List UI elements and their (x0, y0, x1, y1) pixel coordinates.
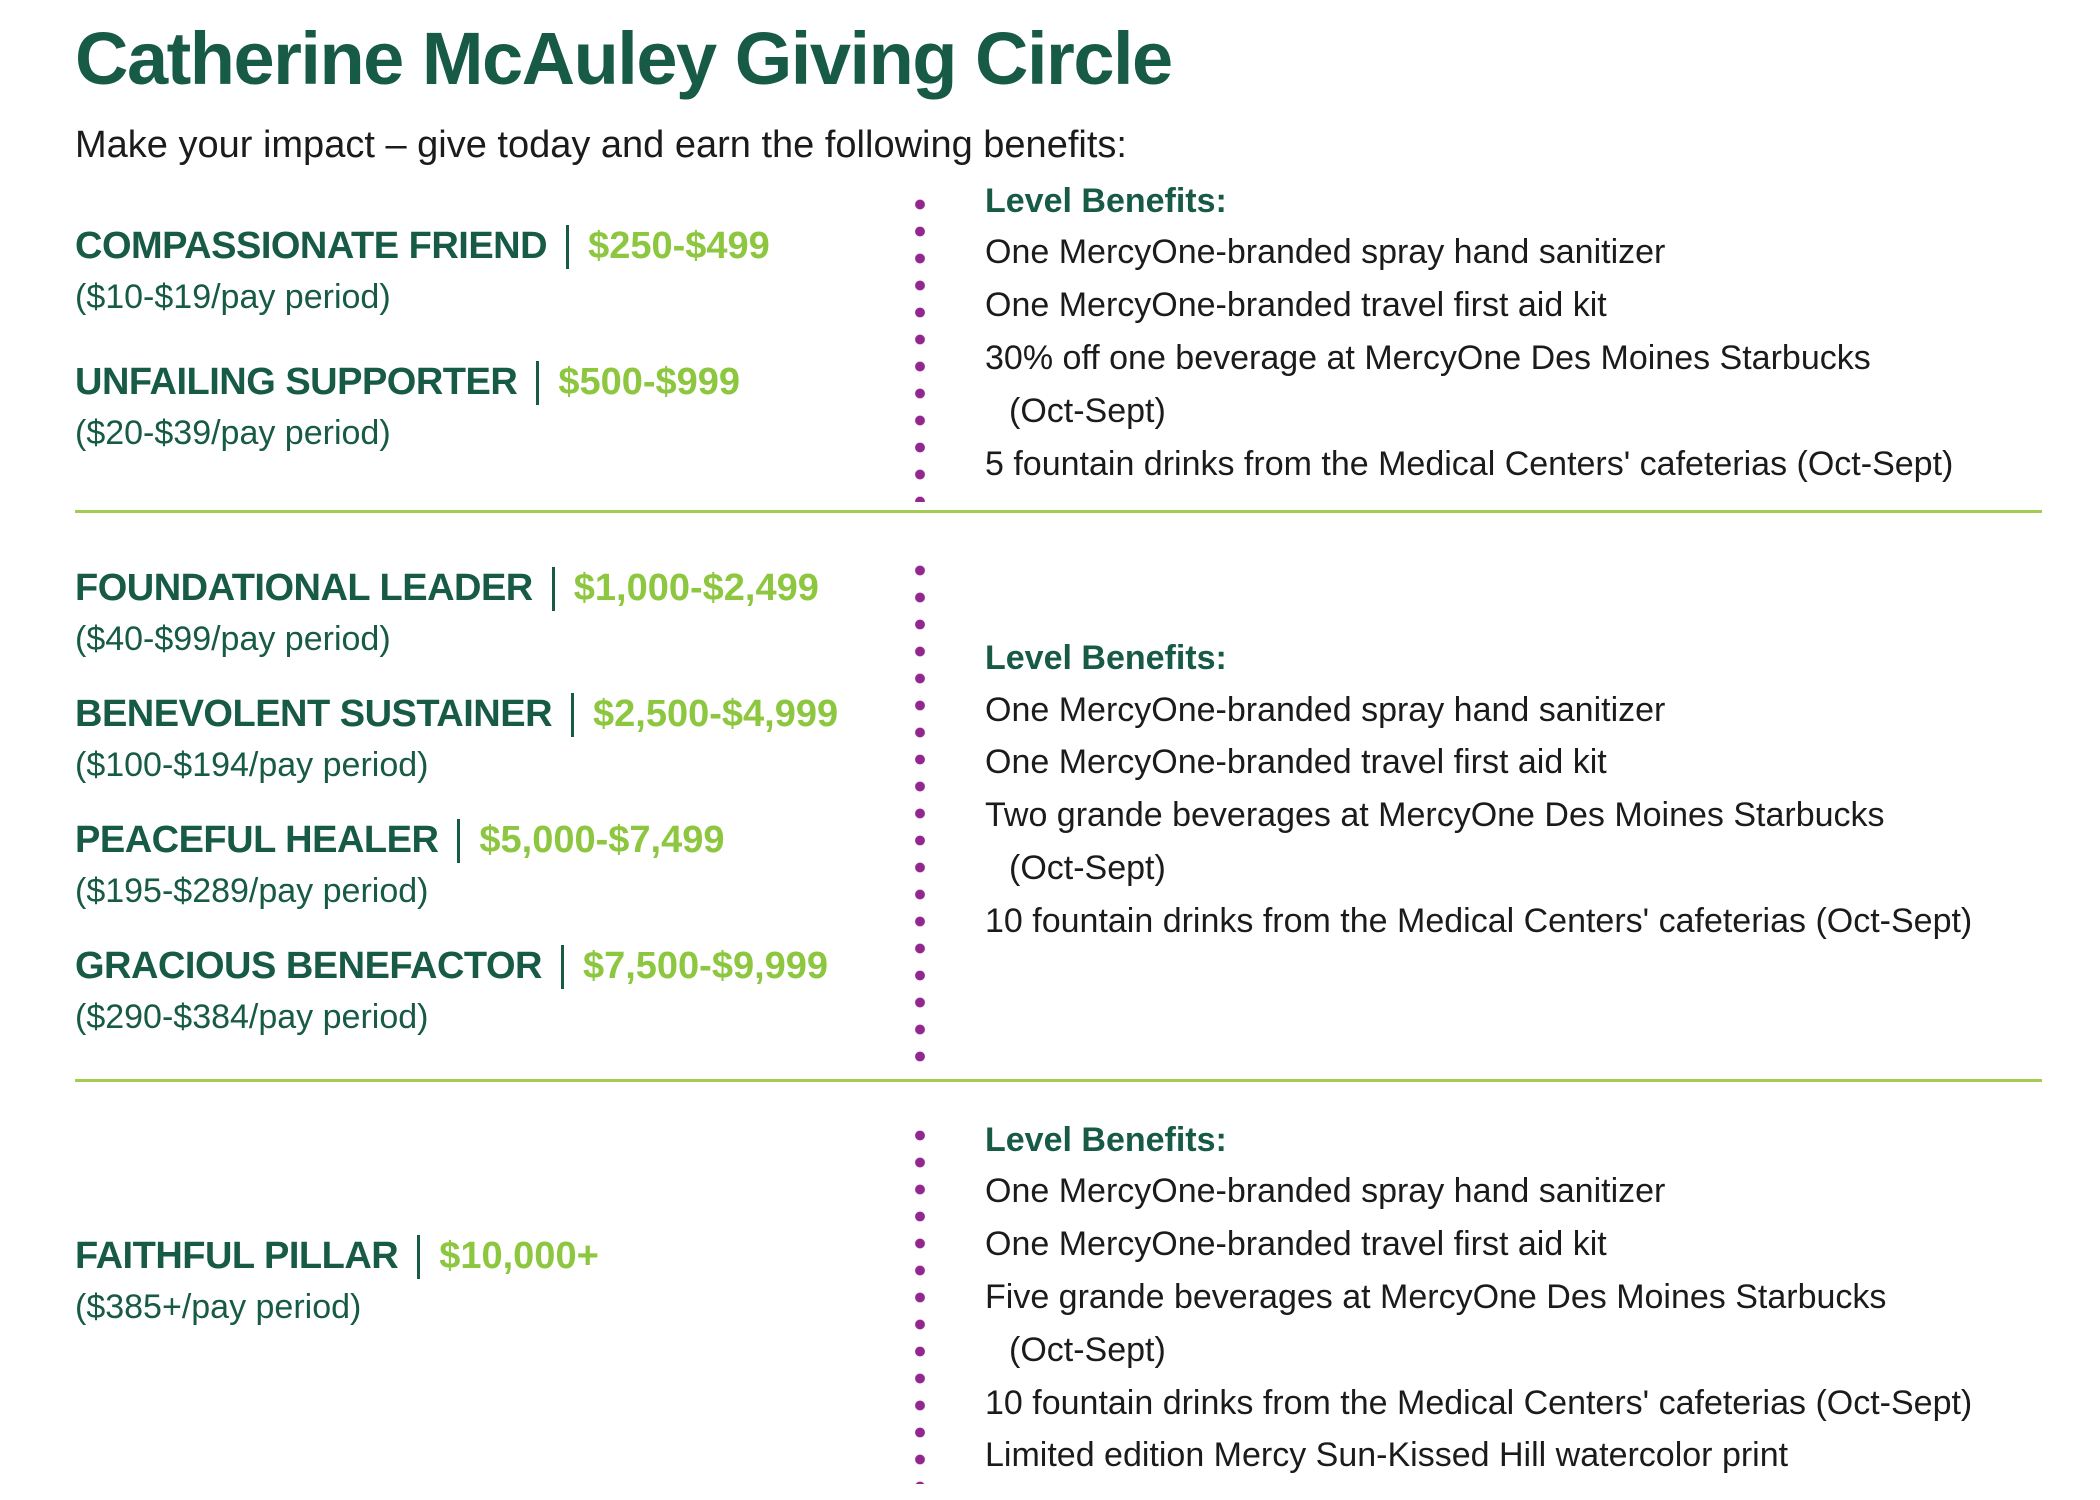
benefit-item-continuation: (Oct-Sept) (1009, 1330, 1166, 1369)
level-amount-range: $250-$499 (588, 224, 770, 267)
level-name: COMPASSIONATE FRIEND (75, 224, 548, 267)
benefit-item: 10 fountain drinks from the Medical Centers' cafeterias (Oct-Sept) (985, 1383, 1973, 1422)
pipe-divider-icon (417, 1235, 420, 1279)
pipe-divider-icon (536, 361, 539, 405)
level-title-row (75, 567, 920, 611)
benefit-item: One MercyOne-branded travel first aid kit (985, 1225, 1607, 1264)
level-amount-range: $10,000+ (439, 1234, 599, 1277)
benefit-item: 30% off one beverage at MercyOne Des Moines Starbucks (985, 339, 1871, 378)
benefits-list (920, 1082, 2100, 1490)
level-pay-period: ($385+/pay period) (75, 1287, 362, 1326)
tier-levels-column (0, 513, 920, 1079)
benefit-item: Limited edition Mercy Sun-Kissed Hill watercolor print (985, 1436, 1789, 1475)
level-amount-range: $7,500-$9,999 (582, 945, 829, 988)
level-amount-range: $2,500-$4,999 (593, 692, 839, 735)
pipe-divider-icon (552, 567, 555, 611)
benefit-item: Five grande beverages at MercyOne Des Moines Starbucks (985, 1278, 1887, 1317)
level-title-row (75, 945, 920, 989)
level-pay-period: ($10-$19/pay period) (75, 277, 391, 316)
giving-level (75, 693, 920, 785)
level-name: BENEVOLENT SUSTAINER (75, 692, 553, 735)
page-subtitle: Make your impact – give today and earn the following benefits: (75, 124, 1127, 167)
benefit-item: One MercyOne-branded spray hand sanitizer (985, 690, 1666, 729)
benefit-item-continuation: (Oct-Sept) (1009, 848, 1166, 887)
benefit-item-continuation: (Oct-Sept) (1009, 391, 1166, 430)
benefits-heading: Level Benefits: (985, 638, 1227, 677)
benefits-list (920, 513, 2100, 1079)
dotted-divider (914, 1122, 926, 1484)
pipe-divider-icon (566, 225, 569, 269)
giving-level (75, 945, 920, 1037)
tier-levels-column (0, 169, 920, 510)
pipe-divider-icon (457, 819, 460, 863)
level-amount-range: $1,000-$2,499 (573, 566, 819, 609)
benefits-list (920, 169, 2100, 510)
tier-levels-column (0, 1082, 920, 1490)
level-title-row (75, 361, 920, 405)
benefit-item: One MercyOne-branded travel first aid kit (985, 286, 1607, 325)
level-name: UNFAILING SUPPORTER (75, 360, 518, 403)
tier-section-3 (0, 1082, 2100, 1490)
level-pay-period: ($100-$194/pay period) (75, 745, 429, 784)
giving-level (75, 225, 920, 317)
pipe-divider-icon (561, 945, 564, 989)
level-title-row (75, 819, 920, 863)
benefit-item: 10 fountain drinks from the Medical Centers' cafeterias (Oct-Sept) (985, 901, 1973, 940)
dotted-divider (914, 557, 926, 1069)
level-title-row (75, 693, 920, 737)
benefit-item: Two grande beverages at MercyOne Des Moines Starbucks (985, 796, 1885, 835)
level-title-row (75, 1235, 920, 1279)
level-pay-period: ($195-$289/pay period) (75, 871, 429, 910)
level-name: GRACIOUS BENEFACTOR (75, 945, 542, 988)
benefits-heading: Level Benefits: (985, 181, 1227, 220)
giving-level (75, 361, 920, 453)
level-name: FOUNDATIONAL LEADER (75, 566, 533, 609)
giving-level (75, 819, 920, 911)
level-pay-period: ($20-$39/pay period) (75, 413, 391, 452)
benefit-item: One MercyOne-branded spray hand sanitizer (985, 1172, 1666, 1211)
level-amount-range: $500-$999 (558, 360, 741, 403)
dotted-divider (914, 191, 926, 502)
benefit-item: One MercyOne-branded travel first aid kit (985, 743, 1607, 782)
level-title-row (75, 225, 920, 269)
level-name: PEACEFUL HEALER (75, 819, 439, 862)
giving-level (75, 1235, 920, 1327)
benefits-heading: Level Benefits: (985, 1120, 1227, 1159)
tier-section-1 (0, 169, 2100, 510)
level-amount-range: $5,000-$7,499 (479, 819, 725, 862)
giving-level (75, 567, 920, 659)
pipe-divider-icon (571, 693, 574, 737)
header (0, 0, 2100, 169)
benefit-item: 5 fountain drinks from the Medical Centers' cafeterias (Oct-Sept) (985, 444, 1954, 483)
benefit-item: One MercyOne-branded spray hand sanitizer (985, 233, 1666, 272)
level-pay-period: ($40-$99/pay period) (75, 619, 391, 658)
level-name: FAITHFUL PILLAR (75, 1234, 399, 1277)
level-pay-period: ($290-$384/pay period) (75, 997, 429, 1036)
tier-section-2 (0, 513, 2100, 1079)
page-title: Catherine McAuley Giving Circle (75, 17, 1172, 100)
